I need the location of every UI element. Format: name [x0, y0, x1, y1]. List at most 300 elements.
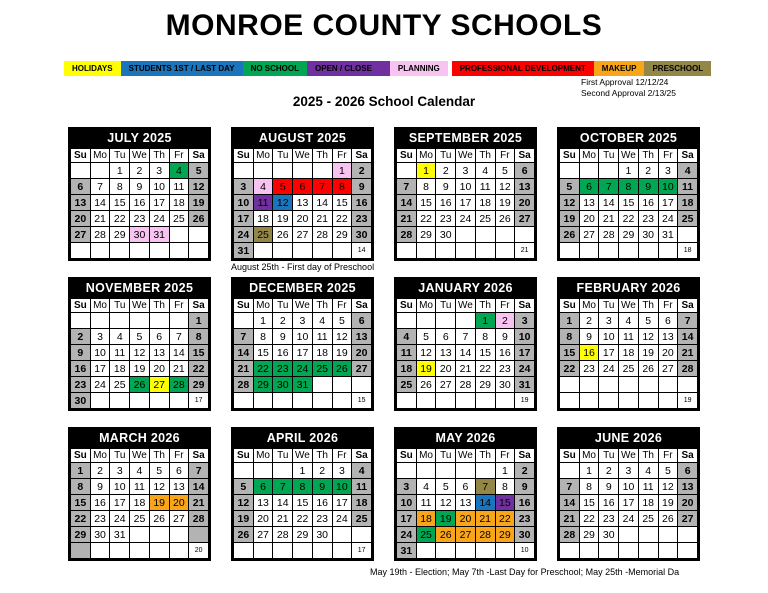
day-cell: 22	[495, 511, 515, 527]
day-cell: 18	[397, 361, 417, 377]
month-calendar-july-2025	[68, 127, 211, 261]
day-cell	[130, 243, 150, 259]
day-cell: 27	[658, 361, 678, 377]
day-cell: 22	[619, 211, 639, 227]
day-cell: 24	[658, 211, 678, 227]
day-header: Tu	[273, 449, 293, 463]
day-cell	[579, 393, 599, 409]
day-cell	[273, 163, 293, 179]
day-cell	[71, 163, 91, 179]
month-calendar-march-2026	[68, 427, 211, 561]
day-cell: 28	[678, 361, 698, 377]
day-header: Th	[312, 449, 332, 463]
day-cell: 31	[110, 527, 130, 543]
day-header: Mo	[416, 149, 436, 163]
day-cell: 11	[169, 179, 189, 195]
day-cell	[658, 393, 678, 409]
day-header: Fr	[332, 299, 352, 313]
day-cell	[293, 243, 313, 259]
month-title: JUNE 2026	[559, 429, 698, 448]
day-cell: 19	[149, 495, 169, 511]
day-cell	[560, 243, 580, 259]
month-title: SEPTEMBER 2025	[396, 129, 535, 148]
day-cell: 4	[130, 463, 150, 479]
day-cell: 15	[495, 495, 515, 511]
day-cell: 20	[658, 345, 678, 361]
day-cell: 29	[332, 227, 352, 243]
day-cell: 23	[638, 211, 658, 227]
day-header: Sa	[189, 449, 209, 463]
day-cell	[110, 543, 130, 559]
day-header: Th	[475, 149, 495, 163]
day-cell: 5	[658, 463, 678, 479]
day-cell: 1	[293, 463, 313, 479]
day-cell: 19	[332, 345, 352, 361]
day-cell: 5	[273, 179, 293, 195]
day-cell: 21	[456, 361, 476, 377]
august-note: August 25th - First day of Preschool	[231, 262, 375, 272]
day-cell: 9	[638, 179, 658, 195]
day-cell: 22	[253, 361, 273, 377]
day-cell	[638, 377, 658, 393]
day-cell	[293, 543, 313, 559]
day-cell: 17	[397, 511, 417, 527]
day-cell: 24	[90, 377, 110, 393]
day-cell: 20	[293, 211, 313, 227]
day-header: Sa	[189, 299, 209, 313]
month-title: MAY 2026	[396, 429, 535, 448]
day-cell: 10	[332, 479, 352, 495]
day-cell: 15	[332, 195, 352, 211]
day-header: Fr	[495, 299, 515, 313]
day-cell	[332, 243, 352, 259]
day-header: We	[293, 149, 313, 163]
day-cell: 29	[71, 527, 91, 543]
day-cell	[71, 243, 91, 259]
first-approval-text: First Approval 12/12/24	[581, 77, 669, 87]
day-cell: 30	[273, 377, 293, 393]
day-cell: 18	[110, 361, 130, 377]
day-cell: 11	[475, 179, 495, 195]
day-cell: 10	[599, 329, 619, 345]
day-cell	[189, 527, 209, 543]
day-header: Tu	[436, 449, 456, 463]
day-cell: 31	[234, 243, 254, 259]
day-cell: 14	[189, 479, 209, 495]
day-cell: 28	[273, 527, 293, 543]
month-calendar-november-2025	[68, 277, 211, 411]
day-cell: 3	[234, 179, 254, 195]
day-header: Tu	[436, 299, 456, 313]
day-cell: 14	[397, 195, 417, 211]
day-cell: 9	[273, 329, 293, 345]
day-cell: 11	[619, 329, 639, 345]
day-cell: 21	[169, 361, 189, 377]
day-cell: 1	[475, 313, 495, 329]
day-cell	[169, 313, 189, 329]
day-cell	[90, 163, 110, 179]
day-cell: 6	[678, 463, 698, 479]
day-cell: 5	[416, 329, 436, 345]
day-cell: 28	[456, 377, 476, 393]
legend-item-preschool: PRESCHOOL	[644, 61, 711, 76]
day-cell: 4	[416, 479, 436, 495]
day-header: We	[456, 149, 476, 163]
day-header: Su	[71, 299, 91, 313]
day-cell: 11	[397, 345, 417, 361]
day-cell	[332, 543, 352, 559]
day-cell	[658, 543, 678, 559]
day-cell: 21	[560, 511, 580, 527]
day-cell: 13	[253, 495, 273, 511]
day-cell	[560, 163, 580, 179]
day-cell	[619, 543, 639, 559]
day-cell	[169, 393, 189, 409]
day-cell: 5	[189, 163, 209, 179]
day-cell	[71, 543, 91, 559]
day-cell: 11	[130, 479, 150, 495]
day-cell: 25	[312, 361, 332, 377]
day-cell	[619, 377, 639, 393]
day-cell: 6	[169, 463, 189, 479]
day-cell: 20	[169, 495, 189, 511]
day-cell	[658, 243, 678, 259]
day-cell: 31	[515, 377, 535, 393]
day-cell: 10	[293, 329, 313, 345]
day-cell: 17	[234, 211, 254, 227]
day-cell: 23	[312, 511, 332, 527]
day-header: Sa	[515, 299, 535, 313]
day-cell: 29	[416, 227, 436, 243]
day-cell	[456, 313, 476, 329]
day-cell: 26	[416, 377, 436, 393]
day-cell	[599, 377, 619, 393]
day-cell	[110, 393, 130, 409]
day-cell: 22	[560, 361, 580, 377]
day-cell: 3	[332, 463, 352, 479]
month-calendar-april-2026	[231, 427, 374, 561]
day-cell: 9	[599, 479, 619, 495]
day-cell: 14	[169, 345, 189, 361]
day-cell: 18	[352, 495, 372, 511]
month-calendar-august-2025	[231, 127, 374, 261]
day-header: Fr	[658, 299, 678, 313]
day-cell: 16	[515, 495, 535, 511]
day-cell	[579, 163, 599, 179]
month-calendar-december-2025	[231, 277, 374, 411]
month-title: FEBRUARY 2026	[559, 279, 698, 298]
day-cell	[71, 313, 91, 329]
day-cell: 2	[352, 163, 372, 179]
day-cell: 21	[234, 361, 254, 377]
day-cell: 12	[273, 195, 293, 211]
day-cell: 1	[71, 463, 91, 479]
day-header: Th	[638, 149, 658, 163]
day-cell	[475, 393, 495, 409]
day-cell: 26	[658, 511, 678, 527]
day-cell: 3	[599, 313, 619, 329]
day-header: Tu	[110, 299, 130, 313]
day-header: Mo	[90, 299, 110, 313]
day-cell: 28	[312, 227, 332, 243]
day-cell	[253, 463, 273, 479]
day-cell	[678, 377, 698, 393]
month-title: NOVEMBER 2025	[70, 279, 209, 298]
day-cell: 4	[352, 463, 372, 479]
day-cell: 9	[579, 329, 599, 345]
day-cell: 31	[658, 227, 678, 243]
day-cell: 27	[149, 377, 169, 393]
day-cell: 4	[678, 163, 698, 179]
day-header: Tu	[273, 299, 293, 313]
legend-item-open-close: OPEN / CLOSE	[307, 61, 390, 76]
day-cell: 12	[416, 345, 436, 361]
day-cell: 16	[579, 345, 599, 361]
day-cell	[352, 377, 372, 393]
day-cell	[273, 243, 293, 259]
day-cell: 8	[579, 479, 599, 495]
day-cell: 9	[495, 329, 515, 345]
day-cell: 10	[619, 479, 639, 495]
day-cell: 15	[416, 195, 436, 211]
day-cell: 23	[495, 361, 515, 377]
day-cell: 15	[619, 195, 639, 211]
day-header: We	[293, 299, 313, 313]
day-cell	[293, 163, 313, 179]
day-cell: 18	[416, 511, 436, 527]
day-cell: 22	[416, 211, 436, 227]
day-cell	[560, 393, 580, 409]
day-cell: 25	[638, 511, 658, 527]
day-cell: 20	[71, 211, 91, 227]
day-cell: 20	[149, 361, 169, 377]
day-cell: 20	[456, 511, 476, 527]
day-header: Sa	[515, 149, 535, 163]
day-cell: 30	[515, 527, 535, 543]
day-cell	[416, 243, 436, 259]
day-cell	[90, 243, 110, 259]
day-cell: 8	[189, 329, 209, 345]
day-cell: 23	[352, 211, 372, 227]
day-cell: 17	[515, 345, 535, 361]
day-cell: 25	[619, 361, 639, 377]
day-cell: 20	[515, 195, 535, 211]
day-cell	[149, 543, 169, 559]
day-header: We	[456, 449, 476, 463]
day-cell: 17	[293, 345, 313, 361]
day-header: Mo	[416, 299, 436, 313]
day-cell: 13	[293, 195, 313, 211]
day-cell: 21	[312, 211, 332, 227]
day-cell: 30	[495, 377, 515, 393]
day-cell: 9	[312, 479, 332, 495]
legend-item-professional-development: PROFESSIONAL DEVELOPMENT	[452, 61, 594, 76]
day-cell	[169, 243, 189, 259]
day-cell	[169, 527, 189, 543]
day-cell	[312, 377, 332, 393]
day-header: Sa	[352, 149, 372, 163]
day-cell: 4	[169, 163, 189, 179]
day-cell: 8	[475, 329, 495, 345]
day-cell	[293, 393, 313, 409]
day-cell: 22	[110, 211, 130, 227]
day-cell: 29	[495, 527, 515, 543]
day-cell: 13	[515, 179, 535, 195]
day-cell: 6	[352, 313, 372, 329]
day-cell: 23	[130, 211, 150, 227]
day-cell: 8	[71, 479, 91, 495]
day-cell	[253, 163, 273, 179]
day-cell: 30	[599, 527, 619, 543]
day-cell: 16	[638, 195, 658, 211]
day-cell	[456, 227, 476, 243]
day-cell: 28	[234, 377, 254, 393]
day-cell: 2	[436, 163, 456, 179]
day-cell: 1	[332, 163, 352, 179]
day-cell: 25	[169, 211, 189, 227]
day-cell	[579, 377, 599, 393]
day-header: Fr	[495, 449, 515, 463]
day-cell: 13	[352, 329, 372, 345]
day-cell	[397, 463, 417, 479]
day-cell	[234, 313, 254, 329]
day-cell: 6	[293, 179, 313, 195]
day-cell: 21	[273, 511, 293, 527]
day-cell	[189, 243, 209, 259]
day-cell: 3	[397, 479, 417, 495]
day-cell: 26	[234, 527, 254, 543]
day-cell: 23	[436, 211, 456, 227]
day-cell: 5	[332, 313, 352, 329]
day-cell: 25	[110, 377, 130, 393]
day-cell: 7	[90, 179, 110, 195]
day-cell	[416, 543, 436, 559]
day-cell: 28	[169, 377, 189, 393]
day-cell: 3	[110, 463, 130, 479]
day-cell: 13	[169, 479, 189, 495]
day-header: Sa	[678, 149, 698, 163]
day-cell	[658, 527, 678, 543]
day-cell: 5	[130, 329, 150, 345]
day-cell: 15	[293, 495, 313, 511]
day-cell: 7	[234, 329, 254, 345]
day-cell: 5	[495, 163, 515, 179]
day-header: Th	[149, 299, 169, 313]
day-cell: 25	[416, 527, 436, 543]
day-cell: 19	[273, 211, 293, 227]
day-cell: 26	[130, 377, 150, 393]
day-header: Th	[149, 449, 169, 463]
day-header: Tu	[273, 149, 293, 163]
day-cell: 22	[332, 211, 352, 227]
day-cell	[456, 543, 476, 559]
day-cell: 22	[475, 361, 495, 377]
day-cell: 9	[352, 179, 372, 195]
day-header: Th	[638, 299, 658, 313]
day-cell	[638, 243, 658, 259]
day-cell: 28	[90, 227, 110, 243]
day-cell	[436, 463, 456, 479]
day-cell: 2	[90, 463, 110, 479]
day-cell: 26	[273, 227, 293, 243]
legend-item-students-first-last: STUDENTS 1ST / LAST DAY	[121, 61, 243, 76]
day-cell: 14	[560, 495, 580, 511]
day-cell: 5	[149, 463, 169, 479]
day-cell: 29	[110, 227, 130, 243]
day-header: Mo	[90, 449, 110, 463]
day-cell	[169, 543, 189, 559]
day-header: We	[293, 449, 313, 463]
day-cell: 11	[638, 479, 658, 495]
school-days-count: 19	[515, 393, 535, 409]
month-calendar-september-2025	[394, 127, 537, 261]
day-header: Fr	[169, 149, 189, 163]
day-cell: 14	[599, 195, 619, 211]
day-cell: 31	[149, 227, 169, 243]
day-cell: 11	[416, 495, 436, 511]
may-note: May 19th - Election; May 7th -Last Day for Preschool; May 25th -Memorial Da	[370, 567, 680, 577]
day-header: Sa	[352, 299, 372, 313]
day-cell	[273, 543, 293, 559]
day-cell: 18	[638, 495, 658, 511]
day-header: Mo	[579, 449, 599, 463]
day-cell: 5	[436, 479, 456, 495]
day-cell: 22	[189, 361, 209, 377]
legend-item-makeup: MAKEUP	[594, 61, 645, 76]
day-cell: 19	[234, 511, 254, 527]
day-cell: 16	[312, 495, 332, 511]
month-title: AUGUST 2025	[233, 129, 372, 148]
day-cell: 27	[579, 227, 599, 243]
day-cell: 17	[599, 345, 619, 361]
day-cell: 16	[495, 345, 515, 361]
day-cell	[560, 543, 580, 559]
day-cell: 29	[189, 377, 209, 393]
day-cell: 29	[475, 377, 495, 393]
day-cell: 1	[560, 313, 580, 329]
month-title: JULY 2025	[70, 129, 209, 148]
day-cell: 11	[110, 345, 130, 361]
day-cell	[678, 527, 698, 543]
day-cell: 29	[619, 227, 639, 243]
day-cell: 10	[658, 179, 678, 195]
school-days-count: 10	[515, 543, 535, 559]
day-cell: 24	[149, 211, 169, 227]
day-header: Tu	[110, 149, 130, 163]
day-cell: 24	[110, 511, 130, 527]
day-cell: 10	[149, 179, 169, 195]
day-cell	[456, 463, 476, 479]
month-calendar-february-2026	[557, 277, 700, 411]
day-cell: 10	[397, 495, 417, 511]
day-cell: 30	[352, 227, 372, 243]
day-cell: 12	[495, 179, 515, 195]
day-cell: 12	[130, 345, 150, 361]
day-cell: 4	[110, 329, 130, 345]
day-cell	[416, 313, 436, 329]
day-cell	[312, 393, 332, 409]
day-cell: 15	[579, 495, 599, 511]
day-header: We	[130, 449, 150, 463]
day-cell: 29	[579, 527, 599, 543]
day-cell	[579, 243, 599, 259]
day-cell: 13	[579, 195, 599, 211]
day-cell	[110, 243, 130, 259]
day-header: We	[619, 449, 639, 463]
day-cell: 3	[456, 163, 476, 179]
day-header: Tu	[436, 149, 456, 163]
day-cell: 26	[638, 361, 658, 377]
